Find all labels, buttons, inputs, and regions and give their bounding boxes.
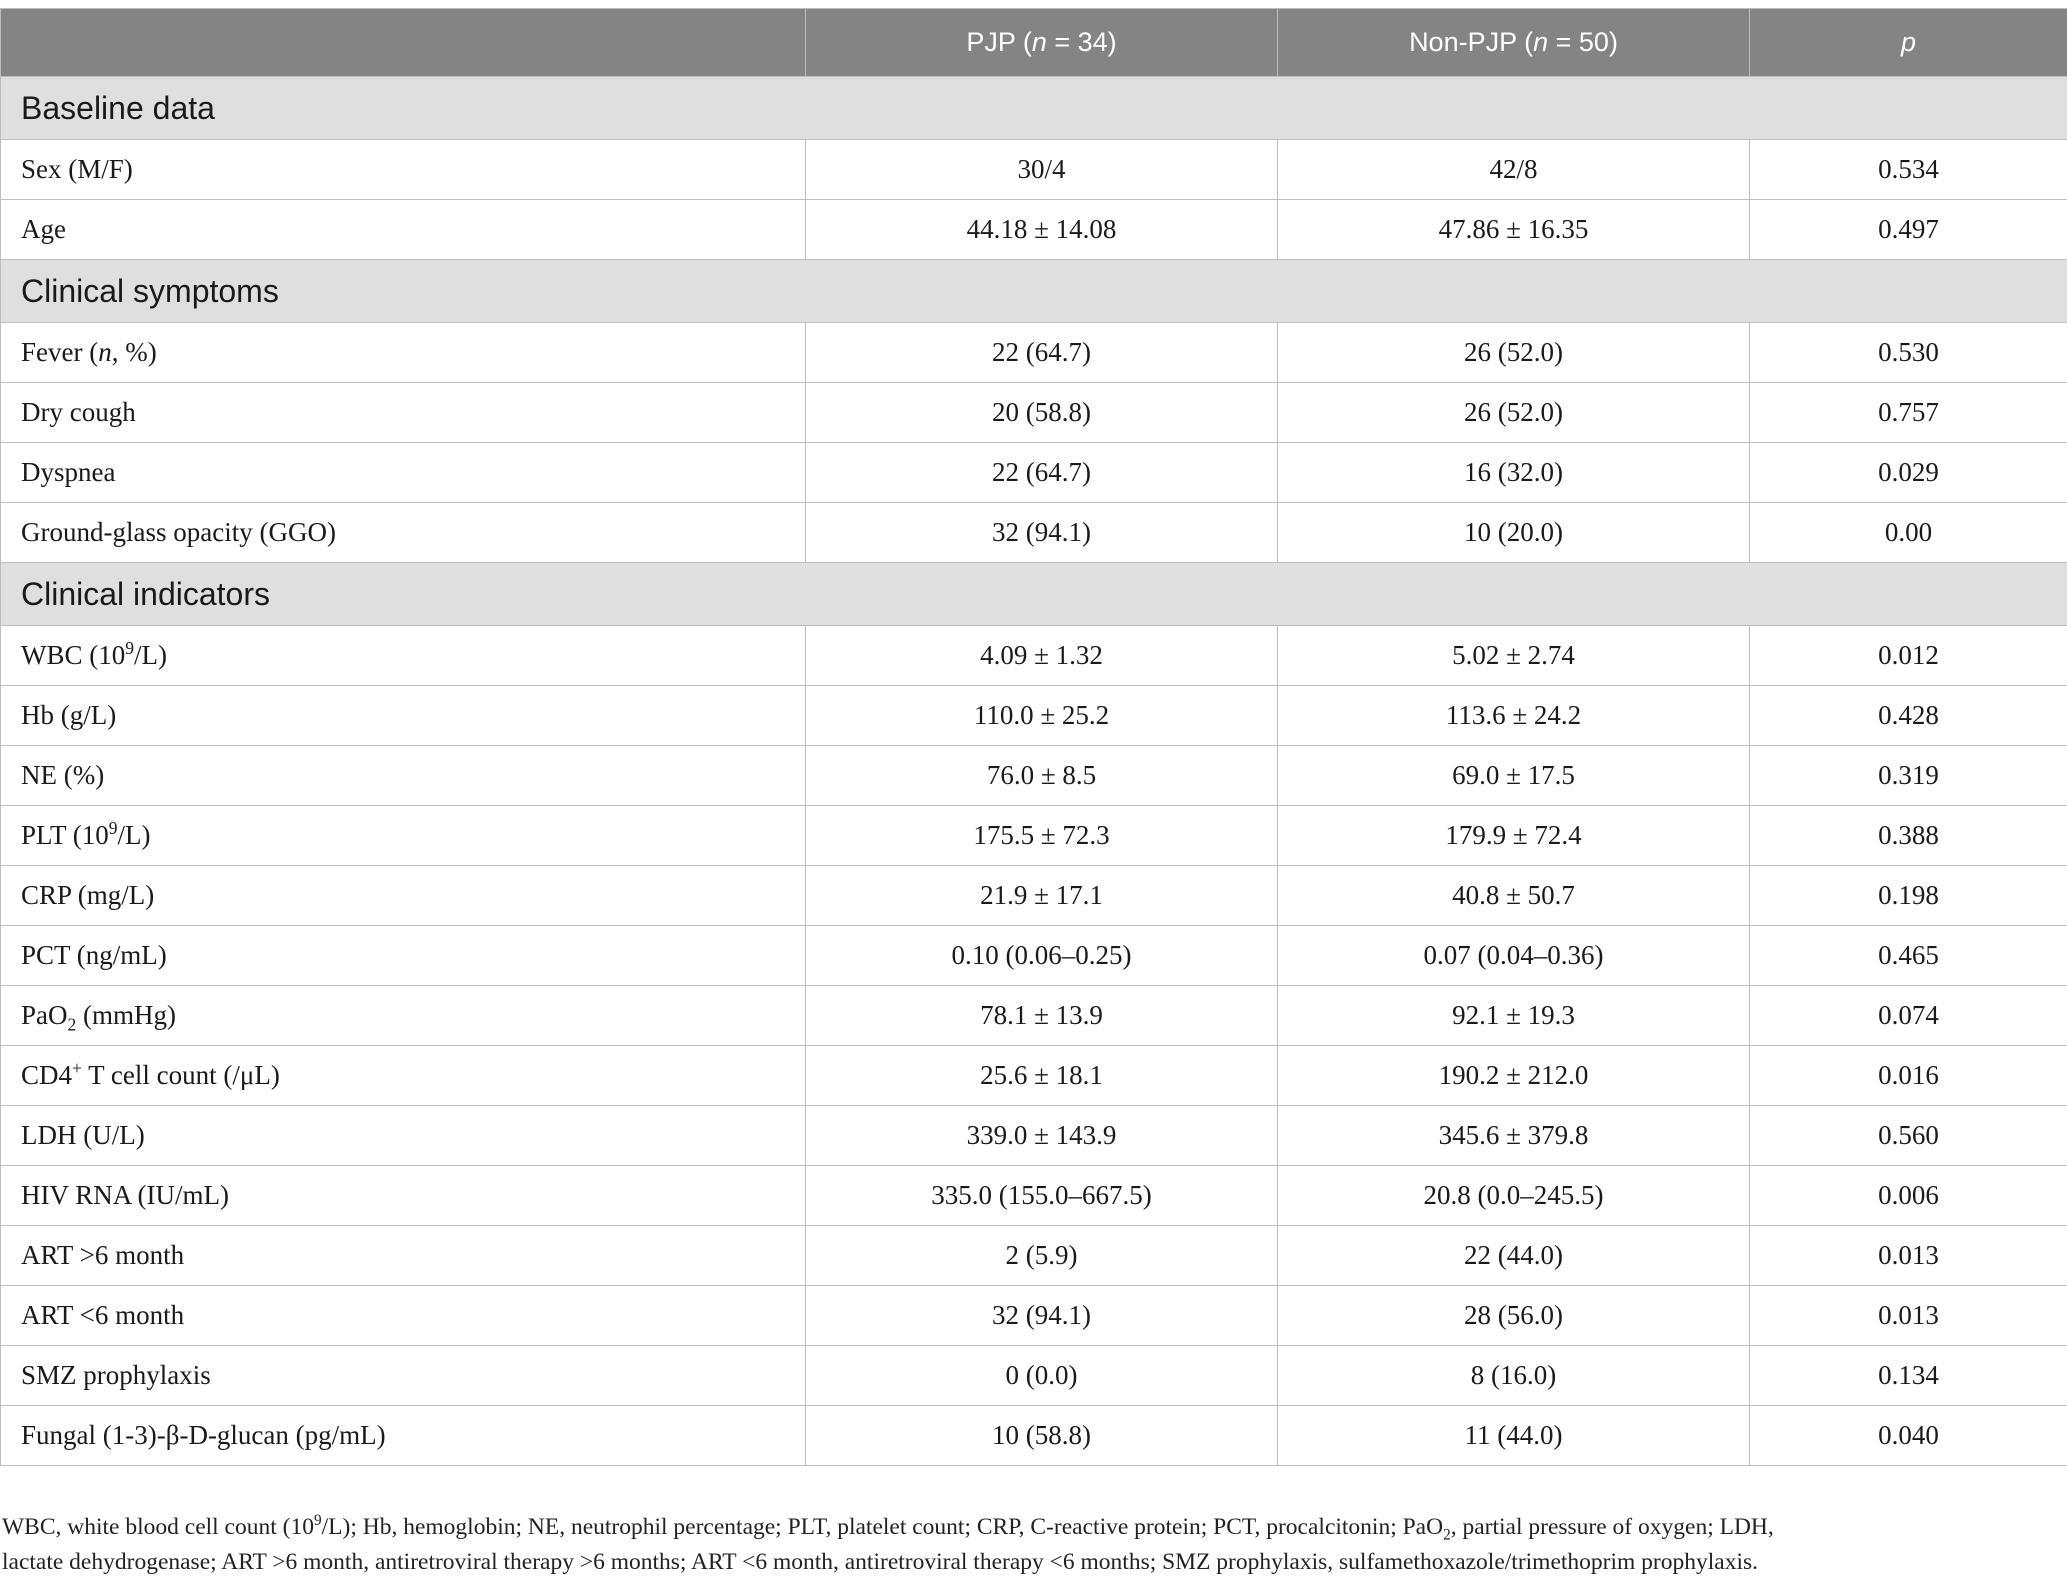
cell-pjp: 21.9 ± 17.1	[806, 866, 1278, 926]
cell-pjp: 22 (64.7)	[806, 323, 1278, 383]
table-row	[1, 746, 2067, 806]
table-row	[1, 626, 2067, 686]
cell-non-pjp: 345.6 ± 379.8	[1278, 1106, 1750, 1166]
table-row	[1, 1406, 2067, 1466]
cell-p-value: 0.134	[1750, 1346, 2067, 1406]
row-label: SMZ prophylaxis	[1, 1346, 806, 1406]
row-label: LDH (U/L)	[1, 1106, 806, 1166]
section-title: Clinical indicators	[1, 563, 2067, 626]
row-label: Dyspnea	[1, 443, 806, 503]
cell-p-value: 0.319	[1750, 746, 2067, 806]
footnote-line-1: WBC, white blood cell count $(10^9/L)$; Hb, hemoglobin; NE, neutrophil percentage; PLT, platelet count; CRP, C-reactive protein; PCT, procalcitonin; PaO$_2$, partial pressure of oxygen; LDH,	[2, 1512, 1774, 1544]
section-header-row	[1, 77, 2067, 140]
cell-non-pjp: 26 (52.0)	[1278, 383, 1750, 443]
cell-pjp: 30/4	[806, 140, 1278, 200]
row-label: Ground-glass opacity (GGO)	[1, 503, 806, 563]
cell-p-value: 0.428	[1750, 686, 2067, 746]
cell-pjp: 44.18 ± 14.08	[806, 200, 1278, 260]
section-title: Clinical symptoms	[1, 260, 2067, 323]
cell-pjp: 335.0 (155.0–667.5)	[806, 1166, 1278, 1226]
table-header-row	[1, 9, 2067, 77]
section-title: Baseline data	[1, 77, 2067, 140]
cell-p-value: 0.012	[1750, 626, 2067, 686]
row-label: CRP (mg/L)	[1, 866, 806, 926]
cell-non-pjp: 69.0 ± 17.5	[1278, 746, 1750, 806]
row-label: PaO$_2$ (mmHg)	[1, 986, 806, 1046]
cell-p-value: 0.006	[1750, 1166, 2067, 1226]
row-label: Hb (g/L)	[1, 686, 806, 746]
header-pjp: PJP (n = 34)	[806, 9, 1278, 77]
row-label: ART <6 month	[1, 1286, 806, 1346]
cell-p-value: 0.534	[1750, 140, 2067, 200]
row-label: CD4+ T cell count (/μL)	[1, 1046, 806, 1106]
row-label: Fever (n, %)	[1, 323, 806, 383]
cell-p-value: 0.074	[1750, 986, 2067, 1046]
cell-p-value: 0.497	[1750, 200, 2067, 260]
cell-p-value: 0.530	[1750, 323, 2067, 383]
cell-p-value: 0.465	[1750, 926, 2067, 986]
cell-non-pjp: 179.9 ± 72.4	[1278, 806, 1750, 866]
cell-non-pjp: 40.8 ± 50.7	[1278, 866, 1750, 926]
row-label: WBC $(10^9/L)$	[1, 626, 806, 686]
cell-non-pjp: 5.02 ± 2.74	[1278, 626, 1750, 686]
table-row	[1, 1166, 2067, 1226]
cell-non-pjp: 16 (32.0)	[1278, 443, 1750, 503]
footnote-line-2: lactate dehydrogenase; ART >6 month, antiretroviral therapy >6 months; ART <6 month, antiretroviral therapy <6 months; SMZ prophylaxis, sulfamethoxazole/trimethoprim prophylaxis.	[2, 1549, 1759, 1575]
cell-pjp: 110.0 ± 25.2	[806, 686, 1278, 746]
row-label: PCT (ng/mL)	[1, 926, 806, 986]
cell-p-value: 0.560	[1750, 1106, 2067, 1166]
cell-non-pjp: 190.2 ± 212.0	[1278, 1046, 1750, 1106]
row-label: ART >6 month	[1, 1226, 806, 1286]
cell-pjp: 32 (94.1)	[806, 1286, 1278, 1346]
table-row	[1, 1226, 2067, 1286]
row-label: HIV RNA (IU/mL)	[1, 1166, 806, 1226]
cell-non-pjp: 0.07 (0.04–0.36)	[1278, 926, 1750, 986]
cell-pjp: 32 (94.1)	[806, 503, 1278, 563]
section-header-row	[1, 563, 2067, 626]
cell-pjp: 0.10 (0.06–0.25)	[806, 926, 1278, 986]
section-header-row	[1, 260, 2067, 323]
cell-pjp: 22 (64.7)	[806, 443, 1278, 503]
table-row	[1, 686, 2067, 746]
cell-pjp: 10 (58.8)	[806, 1406, 1278, 1466]
cell-non-pjp: 113.6 ± 24.2	[1278, 686, 1750, 746]
cell-p-value: 0.013	[1750, 1286, 2067, 1346]
table-row	[1, 503, 2067, 563]
cell-non-pjp: 92.1 ± 19.3	[1278, 986, 1750, 1046]
table-row	[1, 443, 2067, 503]
cell-pjp: 339.0 ± 143.9	[806, 1106, 1278, 1166]
table-row	[1, 926, 2067, 986]
cell-pjp: 4.09 ± 1.32	[806, 626, 1278, 686]
row-label: PLT $(10^9/L)$	[1, 806, 806, 866]
table-row	[1, 383, 2067, 443]
cell-non-pjp: 10 (20.0)	[1278, 503, 1750, 563]
cell-p-value: 0.00	[1750, 503, 2067, 563]
table-row	[1, 1346, 2067, 1406]
cell-p-value: 0.198	[1750, 866, 2067, 926]
cell-pjp: 20 (58.8)	[806, 383, 1278, 443]
table-row	[1, 1106, 2067, 1166]
comparison-table	[0, 8, 2067, 1466]
cell-non-pjp: 11 (44.0)	[1278, 1406, 1750, 1466]
table-row	[1, 200, 2067, 260]
cell-non-pjp: 42/8	[1278, 140, 1750, 200]
cell-p-value: 0.040	[1750, 1406, 2067, 1466]
table-row	[1, 140, 2067, 200]
table-row	[1, 806, 2067, 866]
row-label: Dry cough	[1, 383, 806, 443]
cell-pjp: 76.0 ± 8.5	[806, 746, 1278, 806]
cell-p-value: 0.016	[1750, 1046, 2067, 1106]
row-label: Sex (M/F)	[1, 140, 806, 200]
cell-pjp: 78.1 ± 13.9	[806, 986, 1278, 1046]
cell-non-pjp: 22 (44.0)	[1278, 1226, 1750, 1286]
cell-non-pjp: 26 (52.0)	[1278, 323, 1750, 383]
cell-non-pjp: 28 (56.0)	[1278, 1286, 1750, 1346]
cell-non-pjp: 8 (16.0)	[1278, 1346, 1750, 1406]
cell-pjp: 25.6 ± 18.1	[806, 1046, 1278, 1106]
table-row	[1, 323, 2067, 383]
cell-p-value: 0.029	[1750, 443, 2067, 503]
table-row	[1, 866, 2067, 926]
cell-pjp: 0 (0.0)	[806, 1346, 1278, 1406]
cell-pjp: 2 (5.9)	[806, 1226, 1278, 1286]
cell-non-pjp: 47.86 ± 16.35	[1278, 200, 1750, 260]
cell-p-value: 0.388	[1750, 806, 2067, 866]
row-label: Age	[1, 200, 806, 260]
row-label: Fungal (1-3)-β-D-glucan (pg/mL)	[1, 1406, 806, 1466]
header-label	[1, 9, 806, 77]
header-non-pjp: Non-PJP (n = 50)	[1278, 9, 1750, 77]
table-row	[1, 1046, 2067, 1106]
cell-pjp: 175.5 ± 72.3	[806, 806, 1278, 866]
cell-p-value: 0.757	[1750, 383, 2067, 443]
table-row	[1, 986, 2067, 1046]
row-label: NE (%)	[1, 746, 806, 806]
header-p-value: p	[1750, 9, 2067, 77]
cell-p-value: 0.013	[1750, 1226, 2067, 1286]
table-row	[1, 1286, 2067, 1346]
cell-non-pjp: 20.8 (0.0–245.5)	[1278, 1166, 1750, 1226]
table-footnote	[2, 1510, 2062, 1580]
